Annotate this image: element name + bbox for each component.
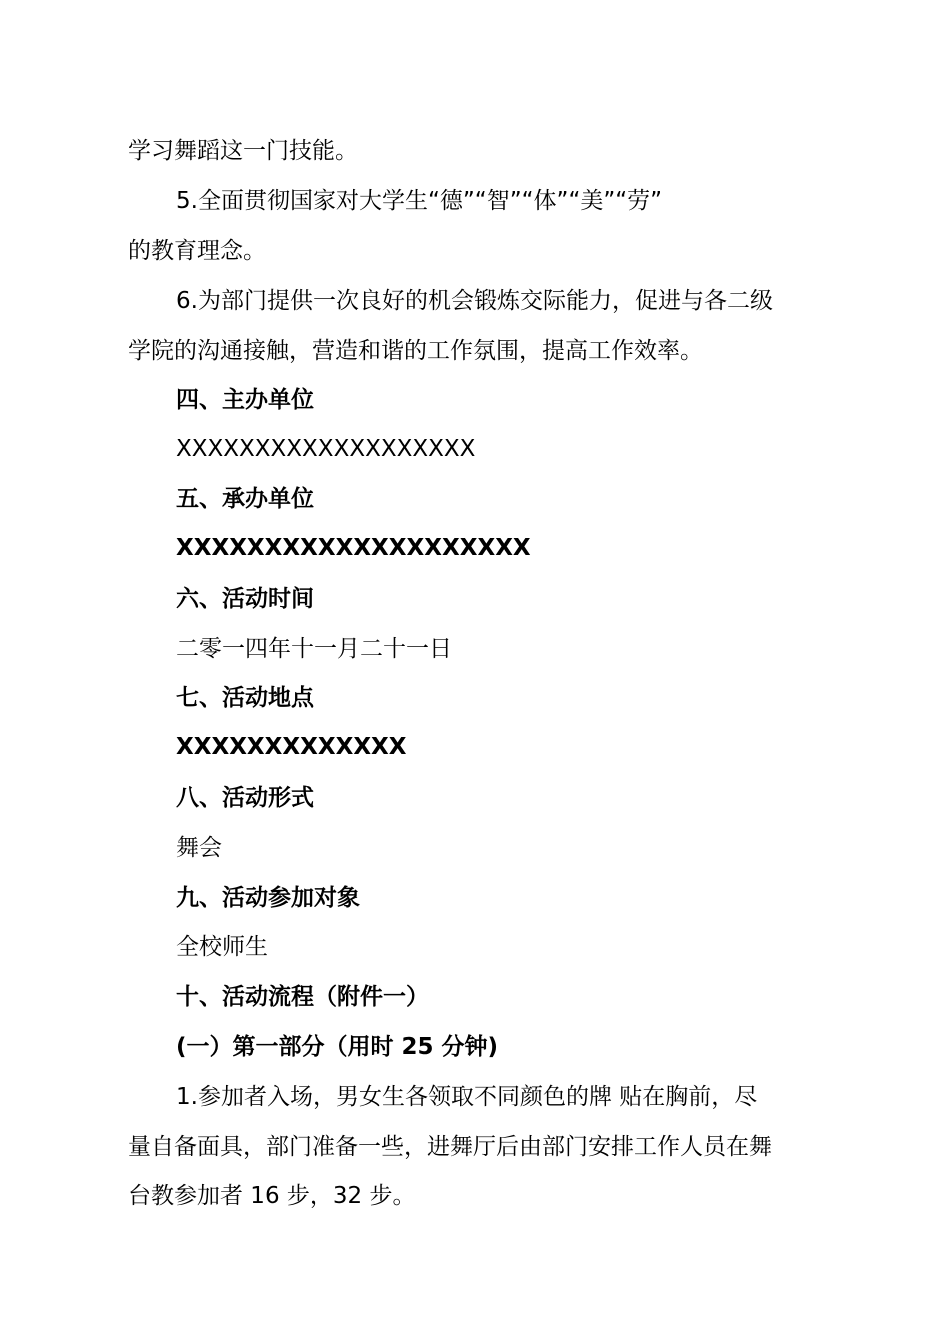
section-heading-participants: 九、活动参加对象 [176,885,360,911]
section-heading-organizer: 四、主办单位 [176,387,314,413]
section-heading-format: 八、活动形式 [176,785,314,811]
flow-line: 量自备面具，部门准备一些，进舞厅后由部门安排工作人员在舞 [128,1134,772,1160]
organizer-text: XXXXXXXXXXXXXXXXXXX [176,436,476,462]
paragraph-line: 学院的沟通接触，营造和谐的工作氛围，提高工作效率。 [128,338,703,364]
time-text: 二零一四年十一月二十一日 [176,636,452,662]
part-one-heading: (一）第一部分（用时 25 分钟) [176,1034,499,1060]
flow-line: 台教参加者 16 步，32 步。 [128,1183,416,1209]
host-text: XXXXXXXXXXXXXXXXXXXX [176,535,531,561]
paragraph-line: 学习舞蹈这一门技能。 [128,138,358,164]
format-text: 舞会 [176,835,222,861]
participants-text: 全校师生 [176,934,268,960]
flow-line: 1.参加者入场，男女生各领取不同颜色的牌 贴在胸前，尽 [176,1084,758,1110]
paragraph-line: 的教育理念。 [128,238,266,264]
section-heading-host: 五、承办单位 [176,486,314,512]
paragraph-line: 6.为部门提供一次良好的机会锻炼交际能力，促进与各二级 [176,288,773,314]
section-heading-time: 六、活动时间 [176,586,314,612]
section-heading-location: 七、活动地点 [176,685,314,711]
paragraph-line: 5.全面贯彻国家对大学生“德”“智”“体”“美”“劳” [176,188,663,214]
section-heading-flow: 十、活动流程（附件一） [176,984,429,1010]
location-text: XXXXXXXXXXXXX [176,734,407,760]
